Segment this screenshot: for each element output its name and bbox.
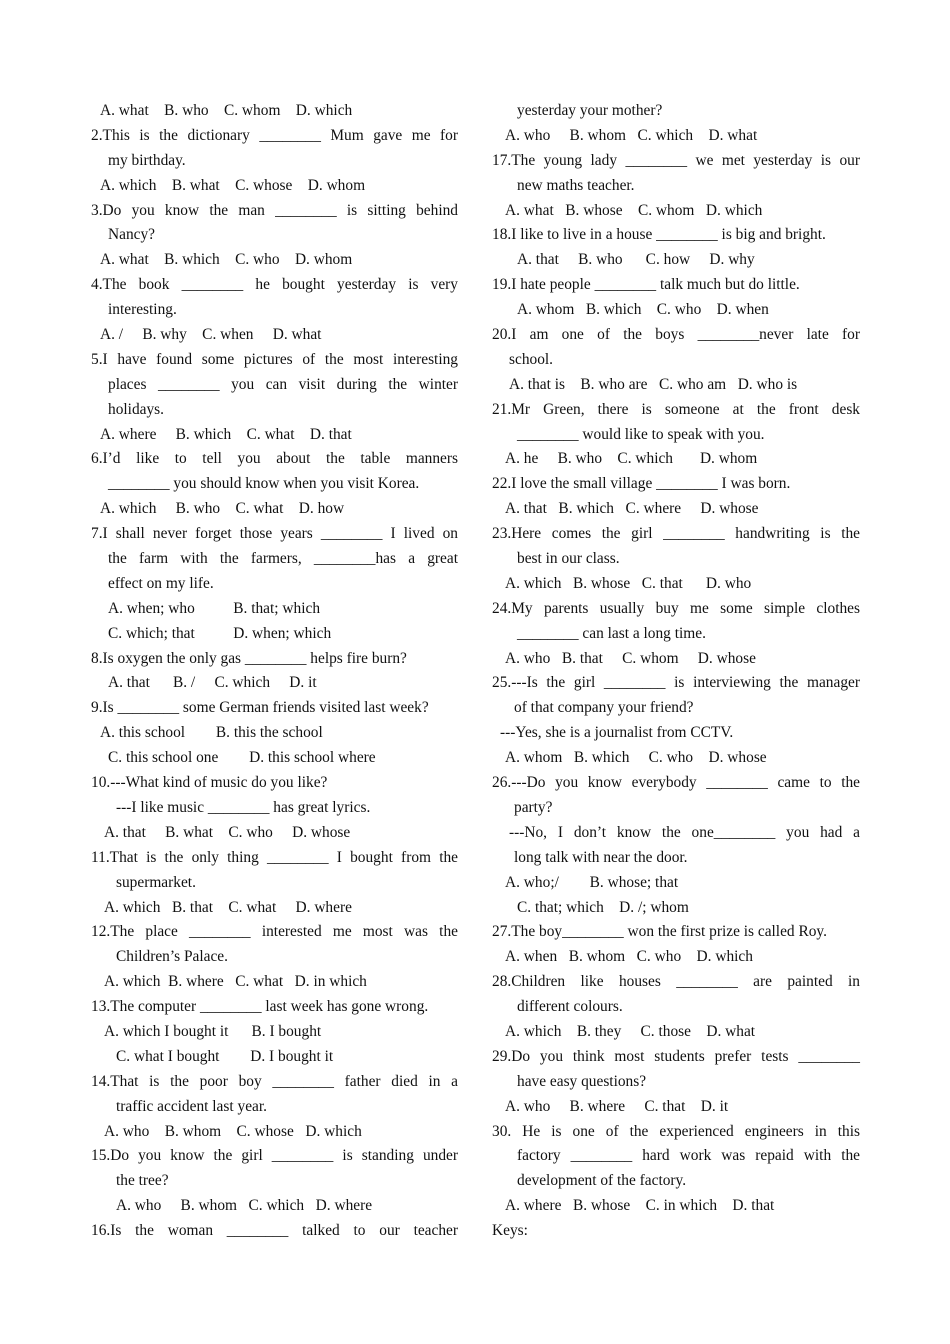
text-line: 15.Do you know the girl ________ is standing under — [91, 1147, 458, 1165]
text-line: A. whom B. which C. who D. when — [517, 301, 769, 319]
text-line: 10.---What kind of music do you like? — [91, 774, 328, 792]
text-line: party? — [514, 798, 553, 816]
text-line: A. who B. whom C. whose D. which — [104, 1122, 362, 1140]
text-line: places ________ you can visit during the winter — [108, 375, 458, 393]
text-line: 24.My parents usually buy me some simple clothes — [492, 599, 860, 617]
text-line: A. which B. where C. what D. in which — [104, 973, 367, 991]
text-line: new maths teacher. — [517, 176, 635, 194]
text-line: A. what B. who C. whom D. which — [100, 102, 353, 119]
text-line: holidays. — [108, 400, 165, 418]
right-column — [492, 99, 860, 1244]
text-line: 28.Children like houses ________ are painted in — [492, 973, 860, 991]
text-line: A. that is B. who are C. who am D. who is — [509, 375, 798, 393]
text-line: 9.Is ________ some German friends visited last week? — [91, 699, 429, 717]
text-line: ---I like music ________ has great lyrics. — [116, 798, 371, 816]
text-line: 11.That is the only thing ________ I bought from the — [91, 848, 458, 866]
text-line: yesterday your mother? — [517, 102, 663, 119]
text-line: A. / B. why C. when D. what — [100, 326, 322, 344]
text-line: 7.I shall never forget those years ________ I lived on — [91, 525, 458, 543]
text-line: ________ can last a long time. — [517, 624, 706, 642]
text-line: 22.I love the small village ________ I was born. — [492, 475, 791, 493]
left-column — [91, 99, 458, 1244]
text-line: C. this school one D. this school where — [108, 749, 376, 767]
text-line: 2.This is the dictionary ________ Mum gave me for — [91, 126, 458, 144]
text-line: the farm with the farmers, ________has a great — [108, 550, 458, 568]
text-line: A. who B. that C. whom D. whose — [505, 649, 756, 667]
text-line: different colours. — [517, 998, 623, 1016]
text-line: factory ________ hard work was repaid with the — [517, 1147, 860, 1165]
text-line: 6.I’d like to tell you about the table manners — [91, 450, 458, 468]
text-line: 19.I hate people ________ talk much but do little. — [492, 276, 800, 294]
text-line: 29.Do you think most students prefer tests ________ — [492, 1047, 860, 1065]
text-line: 12.The place ________ interested me most was the — [91, 923, 458, 941]
text-line: A. that B. / C. which D. it — [108, 674, 317, 692]
text-line: Nancy? — [108, 226, 155, 244]
text-line: A. this school B. this the school — [100, 724, 323, 742]
text-line: 16.Is the woman ________ talked to our teacher — [91, 1222, 458, 1240]
text-line: A. which B. who C. what D. how — [100, 500, 345, 518]
text-line: A. when; who B. that; which — [108, 599, 321, 617]
text-line: 30. He is one of the experienced engineers in this — [492, 1122, 860, 1140]
text-line: 13.The computer ________ last week has gone wrong. — [91, 998, 429, 1016]
text-line: A. that B. what C. who D. whose — [104, 823, 351, 841]
text-line: of that company your friend? — [514, 699, 694, 717]
text-line: 23.Here comes the girl ________ handwriting is the — [492, 525, 860, 543]
text-line: A. where B. whose C. in which D. that — [505, 1197, 775, 1215]
text-line: 27.The boy________ won the first prize is called Roy. — [492, 923, 827, 941]
text-line: A. which B. that C. what D. where — [104, 898, 352, 916]
text-line: A. which B. whose C. that D. who — [505, 574, 752, 592]
text-line: 17.The young lady ________ we met yesterday is our — [492, 151, 860, 169]
text-line: A. what B. whose C. whom D. which — [505, 201, 763, 219]
text-line: A. where B. which C. what D. that — [100, 425, 352, 443]
text-line: 25.---Is the girl ________ is interviewing the manager — [492, 674, 860, 692]
text-line: long talk with near the door. — [514, 848, 688, 866]
text-line: A. which B. what C. whose D. whom — [100, 176, 366, 194]
text-line: 21.Mr Green, there is someone at the front desk — [492, 400, 860, 418]
text-line: 8.Is oxygen the only gas ________ helps fire burn? — [91, 649, 407, 667]
text-line: A. who B. whom C. which D. what — [505, 126, 758, 144]
text-line: ---Yes, she is a journalist from CCTV. — [500, 724, 734, 742]
text-line: A. when B. whom C. who D. which — [505, 948, 753, 966]
text-line: C. which; that D. when; which — [108, 624, 332, 642]
text-line: the tree? — [116, 1172, 169, 1190]
text-line: A. that B. which C. where D. whose — [505, 500, 759, 518]
text-line: A. he B. who C. which D. whom — [505, 450, 758, 468]
text-line: best in our class. — [517, 550, 620, 568]
text-line: A. who;/ B. whose; that — [505, 873, 679, 891]
text-line: C. what I bought D. I bought it — [116, 1047, 334, 1065]
text-line: supermarket. — [116, 873, 196, 891]
text-line: A. who B. whom C. which D. where — [116, 1197, 373, 1215]
text-line: 18.I like to live in a house ________ is big and bright. — [492, 226, 826, 244]
text-line: ---No, I don’t know the one________ you had a — [509, 823, 860, 841]
text-line: 3.Do you know the man ________ is sitting behind — [91, 201, 458, 219]
text-line: ________ would like to speak with you. — [517, 425, 765, 443]
text-line: my birthday. — [108, 151, 186, 169]
text-line: 20.I am one of the boys ________never late for — [492, 326, 860, 344]
text-line: A. that B. who C. how D. why — [517, 251, 755, 269]
text-line: C. that; which D. /; whom — [517, 898, 689, 916]
text-line: effect on my life. — [108, 574, 214, 592]
text-line: Keys: — [492, 1222, 528, 1240]
text-line: A. which B. they C. those D. what — [505, 1022, 756, 1040]
text-line: have easy questions? — [517, 1072, 647, 1090]
text-line: development of the factory. — [517, 1172, 687, 1190]
text-line: A. which I bought it B. I bought — [104, 1022, 322, 1040]
text-line: interesting. — [108, 301, 177, 319]
text-line: 14.That is the poor boy ________ father died in a — [91, 1072, 458, 1090]
text-line: ________ you should know when you visit Korea. — [108, 475, 420, 493]
text-line: 4.The book ________ he bought yesterday is very — [91, 276, 458, 294]
text-line: 5.I have found some pictures of the most interesting — [91, 350, 458, 368]
text-line: A. whom B. which C. who D. whose — [505, 749, 767, 767]
text-line: Children’s Palace. — [116, 948, 228, 966]
text-line: A. what B. which C. who D. whom — [100, 251, 353, 269]
text-line: traffic accident last year. — [116, 1097, 267, 1115]
text-line: 26.---Do you know everybody ________ came to the — [492, 774, 860, 792]
text-line: school. — [509, 350, 554, 368]
text-line: A. who B. where C. that D. it — [505, 1097, 729, 1115]
